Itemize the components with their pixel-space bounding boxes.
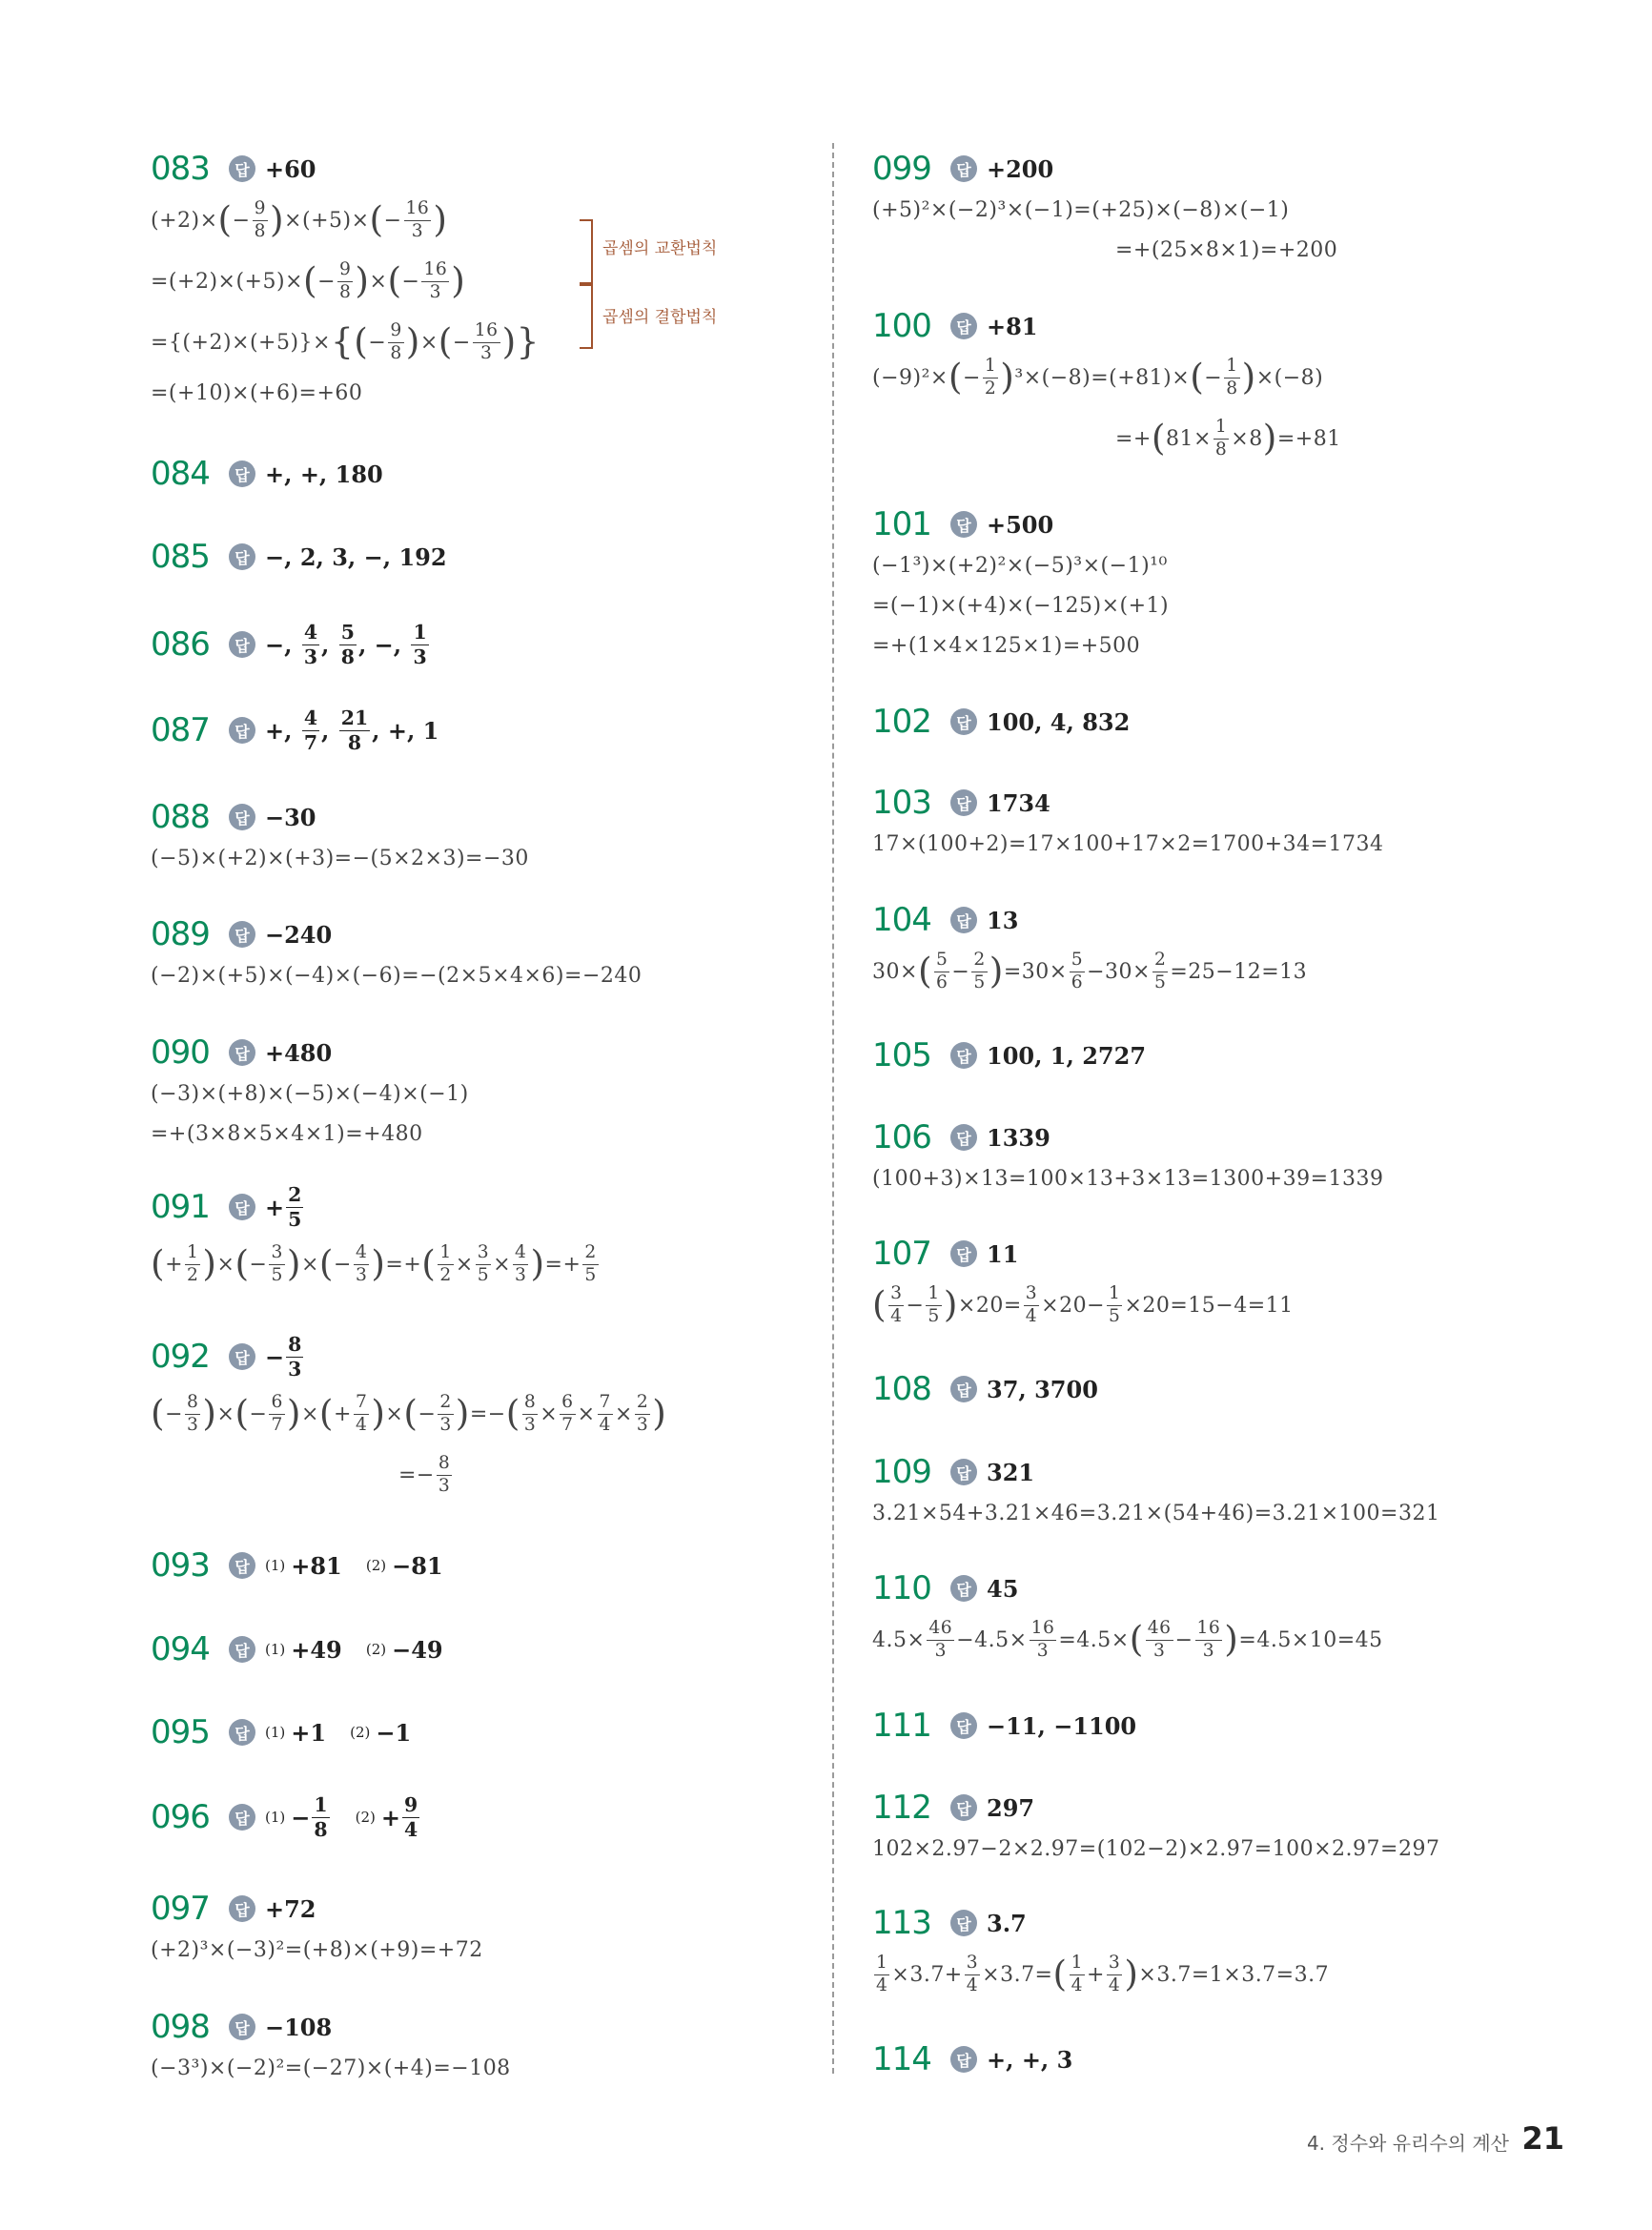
answer-badge-icon: 답 — [950, 313, 977, 339]
answer: +72 — [265, 1894, 316, 1923]
answer: −108 — [265, 2013, 333, 2041]
problem-number: 102 — [872, 703, 931, 741]
solution-line: $\frac{1}{4}$ ×3.7+ $\frac{3}{4}$ ×3.7= ( $\frac{1}{4}$ + $\frac{3}{4}$ ) ×3.7=1×3.7=3.7 — [876, 1952, 1330, 1995]
answer — [265, 1719, 411, 1747]
answer: +81 — [987, 312, 1038, 340]
answer: +, $\frac{4}{7}$ , $\frac{21}{8}$ , +, 1 — [265, 706, 439, 754]
answer-badge-icon: 답 — [229, 804, 255, 830]
answer — [265, 1552, 443, 1580]
sub-label: (1) — [265, 1724, 286, 1741]
problem-number: 100 — [872, 307, 931, 345]
annotation-bracket — [580, 219, 593, 284]
solution-line: =+ ( 81× $\frac{1}{8}$ ×8 ) =+81 — [1115, 416, 1341, 460]
problem-105 — [872, 1034, 1559, 1076]
problem-number: 108 — [872, 1370, 931, 1408]
problem-114 — [872, 2038, 1559, 2080]
answer-badge-icon: 답 — [229, 1039, 255, 1066]
answer: 297 — [987, 1793, 1035, 1822]
problem-number: 094 — [151, 1630, 210, 1668]
answer-badge-icon: 답 — [950, 1124, 977, 1151]
problem-089 — [151, 913, 818, 995]
problem-number: 107 — [872, 1235, 931, 1273]
problem-092 — [151, 1330, 818, 1505]
answer: 45 — [987, 1574, 1019, 1603]
sub-label: (1) — [265, 1641, 286, 1658]
answer-badge-icon: 답 — [229, 155, 255, 182]
problem-106 — [872, 1116, 1559, 1198]
answer — [265, 1636, 443, 1664]
problem-number: 091 — [151, 1188, 210, 1226]
solution-line: 3.21×54+3.21×46=3.21×(54+46)=3.21×100=321 — [872, 1501, 1440, 1525]
answer: 1734 — [987, 788, 1050, 817]
problem-number: 098 — [151, 2008, 210, 2046]
answer: 37, 3700 — [987, 1375, 1098, 1403]
answer-badge-icon: 답 — [950, 1240, 977, 1267]
answer: + $\frac{2}{5}$ — [265, 1183, 302, 1231]
solution-line: =(−1)×(+4)×(−125)×(+1) — [872, 593, 1170, 618]
problem-097 — [151, 1888, 818, 1970]
answer: +500 — [987, 510, 1054, 539]
answer: 321 — [987, 1458, 1035, 1486]
problem-098 — [151, 2006, 818, 2088]
solution-line: 102×2.97−2×2.97=(102−2)×2.97=100×2.97=297 — [872, 1836, 1440, 1861]
answer-badge-icon: 답 — [950, 511, 977, 538]
answer: 100, 4, 832 — [987, 707, 1131, 736]
problem-number: 085 — [151, 538, 210, 576]
problem-095 — [151, 1711, 818, 1753]
solution-line: (+2)× ( − $\frac{9}{8}$ ) ×(+5)× ( − $\frac{16}{3}$ ) — [151, 197, 448, 241]
solution-line: (+5)²×(−2)³×(−1)=(+25)×(−8)×(−1) — [872, 197, 1290, 222]
sub-label: (2) — [355, 1809, 376, 1826]
answer-badge-icon: 답 — [950, 708, 977, 735]
answer-badge-icon: 답 — [950, 155, 977, 182]
problem-number: 096 — [151, 1798, 210, 1836]
answer-badge-icon: 답 — [229, 717, 255, 744]
answer-badge-icon: 답 — [229, 1552, 255, 1579]
answer: 11 — [987, 1239, 1019, 1268]
solution-line: (−3³)×(−2)²=(−27)×(+4)=−108 — [151, 2056, 511, 2080]
answer-badge-icon: 답 — [229, 631, 255, 658]
problem-number: 089 — [151, 915, 210, 953]
answer: −, 2, 3, −, 192 — [265, 542, 447, 571]
problem-number: 093 — [151, 1546, 210, 1585]
problem-number: 097 — [151, 1890, 210, 1928]
solution-line: 17×(100+2)=17×100+17×2=1700+34=1734 — [872, 831, 1384, 856]
answer-badge-icon: 답 — [229, 460, 255, 487]
answer-badge-icon: 답 — [229, 1804, 255, 1831]
answer: −, $\frac{4}{3}$ , $\frac{5}{8}$ , −, $\frac{1}{3}$ — [265, 621, 427, 668]
answer-badge-icon: 답 — [950, 1459, 977, 1485]
problem-number: 105 — [872, 1036, 931, 1074]
problem-number: 110 — [872, 1569, 931, 1607]
solution-line: (−9)²× ( − $\frac{1}{2}$ ) ³×(−8)=(+81)× ( − $\frac{1}{8}$ ) ×(−8) — [872, 355, 1324, 399]
problem-109 — [872, 1451, 1559, 1533]
answer-badge-icon: 답 — [229, 1719, 255, 1746]
problem-107 — [872, 1233, 1559, 1336]
problem-number: 106 — [872, 1118, 931, 1156]
answer-badge-icon: 답 — [950, 907, 977, 933]
solution-line: =+(3×8×5×4×1)=+480 — [151, 1121, 423, 1146]
problem-101 — [872, 503, 1559, 665]
solution-line: 30× ( $\frac{5}{6}$ − $\frac{2}{5}$ ) =30× $\frac{5}{6}$ −30× $\frac{2}{5}$ =25−12=13 — [872, 949, 1308, 992]
solution-line: ( − $\frac{8}{3}$ ) × ( − $\frac{6}{7}$ ) × ( + $\frac{7}{4}$ ) × ( − $\frac{2}{3}$ ) =− ( $\frac{8}{3}$ × $\frac{6}{7}$ × $\frac{7}{4}$ × $\frac{2}{3}$ ) — [151, 1391, 667, 1435]
solution-line: =+(25×8×1)=+200 — [1115, 237, 1338, 262]
problem-number: 112 — [872, 1789, 931, 1827]
problem-number: 095 — [151, 1713, 210, 1751]
problem-102 — [872, 701, 1559, 743]
solution-line: =− $\frac{8}{3}$ — [398, 1452, 451, 1496]
problem-number: 113 — [872, 1904, 931, 1942]
problem-087 — [151, 704, 818, 757]
sub-label: (1) — [265, 1557, 286, 1574]
answer: +480 — [265, 1038, 333, 1067]
answer: −240 — [265, 920, 333, 949]
problem-094 — [151, 1628, 818, 1670]
problem-number: 109 — [872, 1453, 931, 1491]
answer: +, +, 3 — [987, 2045, 1073, 2074]
problem-110 — [872, 1567, 1559, 1670]
solution-line: ={(+2)×(+5)}× {( − $\frac{9}{8}$ ) × ( − $\frac{16}{3}$ )} — [151, 319, 540, 363]
problem-number: 084 — [151, 455, 210, 493]
sub-answer: −81 — [392, 1551, 443, 1580]
answer-badge-icon: 답 — [950, 1794, 977, 1821]
sub-answer: +49 — [291, 1635, 342, 1664]
answer-badge-icon: 답 — [950, 1712, 977, 1739]
problem-088 — [151, 796, 818, 878]
page-number: 21 — [1521, 2120, 1564, 2157]
problem-number: 103 — [872, 784, 931, 822]
sub-answer: +1 — [291, 1718, 327, 1747]
answer-badge-icon: 답 — [229, 1194, 255, 1220]
problem-108 — [872, 1368, 1559, 1410]
solution-line: 4.5× $\frac{46}{3}$ −4.5× $\frac{16}{3}$ =4.5× ( $\frac{46}{3}$ − $\frac{16}{3}$ ) =4.5×10=45 — [872, 1617, 1383, 1661]
column-divider — [832, 143, 834, 2074]
answer: 100, 1, 2727 — [987, 1041, 1147, 1070]
answer-badge-icon: 답 — [950, 1910, 977, 1936]
answer: − $\frac{8}{3}$ — [265, 1333, 302, 1381]
problem-number: 099 — [872, 150, 931, 188]
problem-number: 090 — [151, 1033, 210, 1072]
problem-100 — [872, 305, 1559, 469]
solution-line: (−1³)×(+2)²×(−5)³×(−1)¹⁰ — [872, 553, 1168, 578]
answer: −11, −1100 — [987, 1711, 1137, 1740]
answer: −30 — [265, 803, 316, 831]
solution-line: ( $\frac{3}{4}$ − $\frac{1}{5}$ ) ×20= $\frac{3}{4}$ ×20− $\frac{1}{5}$ ×20=15−4=11 — [872, 1282, 1294, 1326]
answer-badge-icon: 답 — [950, 2046, 977, 2073]
problem-number: 114 — [872, 2040, 931, 2078]
sub-answer: −49 — [392, 1635, 443, 1664]
problem-number: 111 — [872, 1707, 931, 1745]
annotation-commutative: 곱셈의 교환법칙 — [602, 239, 718, 258]
problem-number: 086 — [151, 625, 210, 664]
annotation-associative: 곱셈의 결합법칙 — [602, 308, 718, 327]
problem-number: 104 — [872, 901, 931, 939]
problem-083 — [151, 148, 818, 413]
answer: +200 — [987, 154, 1054, 183]
problem-number: 083 — [151, 150, 210, 188]
problem-086 — [151, 618, 818, 671]
problem-number: 087 — [151, 711, 210, 749]
answer-badge-icon: 답 — [950, 1376, 977, 1402]
answer-badge-icon: 답 — [229, 1895, 255, 1922]
sub-answer: −1 — [376, 1718, 412, 1747]
problem-number: 101 — [872, 505, 931, 543]
solution-line: (+2)³×(−3)²=(+8)×(+9)=+72 — [151, 1937, 483, 1962]
sub-label: (1) — [265, 1809, 286, 1826]
answer-badge-icon: 답 — [950, 1042, 977, 1069]
sub-label: (2) — [365, 1641, 387, 1658]
problem-111 — [872, 1705, 1559, 1747]
solution-line: =(+10)×(+6)=+60 — [151, 380, 363, 405]
problem-112 — [872, 1787, 1559, 1869]
problem-103 — [872, 782, 1559, 864]
solution-line: (−5)×(+2)×(+3)=−(5×2×3)=−30 — [151, 846, 529, 870]
problem-099 — [872, 148, 1559, 270]
problem-number: 088 — [151, 798, 210, 836]
problem-091 — [151, 1180, 818, 1295]
answer: 13 — [987, 906, 1019, 934]
answer-badge-icon: 답 — [950, 1575, 977, 1602]
answer: 1339 — [987, 1123, 1050, 1152]
problem-093 — [151, 1545, 818, 1586]
answer-badge-icon: 답 — [229, 543, 255, 570]
problem-104 — [872, 899, 1559, 1002]
sub-answer: +81 — [291, 1551, 342, 1580]
answer: +60 — [265, 154, 316, 183]
solution-line: (−2)×(+5)×(−4)×(−6)=−(2×5×4×6)=−240 — [151, 963, 642, 988]
answer: (1) − $\frac{1}{8}$ (2) + $\frac{9}{4}$ — [265, 1793, 418, 1841]
solution-line: =+(1×4×125×1)=+500 — [872, 633, 1141, 658]
problem-085 — [151, 536, 818, 578]
sub-label: (2) — [350, 1724, 371, 1741]
solution-line: (−3)×(+8)×(−5)×(−4)×(−1) — [151, 1081, 469, 1106]
answer-badge-icon: 답 — [229, 2014, 255, 2040]
answer-badge-icon: 답 — [229, 1343, 255, 1370]
answer-badge-icon: 답 — [229, 1636, 255, 1663]
solution-line: (100+3)×13=100×13+3×13=1300+39=1339 — [872, 1166, 1384, 1191]
answer: +, +, 180 — [265, 460, 383, 488]
problem-096 — [151, 1789, 818, 1846]
answer: 3.7 — [987, 1909, 1027, 1937]
sub-label: (2) — [365, 1557, 387, 1574]
annotation-bracket — [580, 284, 593, 349]
footer-chapter-title: 4. 정수와 유리수의 계산 — [1306, 2132, 1509, 2155]
answer-badge-icon: 답 — [950, 789, 977, 816]
problem-090 — [151, 1032, 818, 1154]
problem-number: 092 — [151, 1338, 210, 1376]
answer-badge-icon: 답 — [229, 921, 255, 948]
solution-line: =(+2)×(+5)× ( − $\frac{9}{8}$ ) × ( − $\frac{16}{3}$ ) — [151, 258, 466, 302]
problem-084 — [151, 453, 818, 495]
problem-113 — [872, 1902, 1559, 2005]
solution-line: ( + $\frac{1}{2}$ ) × ( − $\frac{3}{5}$ ) × ( − $\frac{4}{3}$ ) =+ ( $\frac{1}{2}$ × $\frac{3}{5}$ × $\frac{4}{3}$ ) =+ $\frac{2}{5}$ — [151, 1241, 597, 1285]
